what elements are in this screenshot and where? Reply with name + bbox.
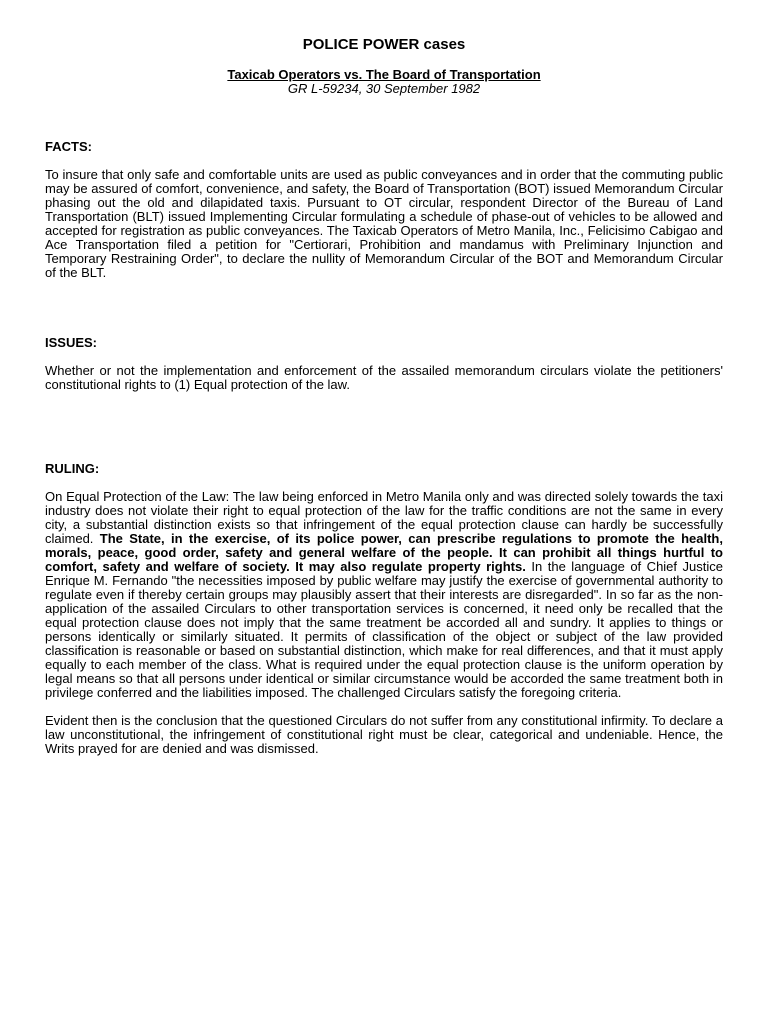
ruling-section <box>45 462 723 756</box>
issues-heading: ISSUES: <box>45 335 98 350</box>
document-title: POLICE POWER cases <box>302 36 466 53</box>
ruling-heading: RULING: <box>45 461 100 476</box>
ruling-paragraph-2: Evident then is the conclusion that the questioned Circulars do not suffer from any constitutional infirmity. To declare a law unconstitutional, the infringement of constitutional right must be clear, categorical and undeniable. Hence, the Writs prayed for are denied and was dismissed. <box>45 713 723 756</box>
ruling-text-intro: On Equal Protection of the Law: The law being enforced in Metro Manila only and was directed solely towards the taxi industry does not violate their right to equal protection of the law for the traffic conditions are not the same in every city, a substantial distinction exists so that infringement of the equal protection clause can hardly be successfully claimed. <box>45 489 723 546</box>
ruling-paragraph-1 <box>45 490 723 700</box>
ruling-text-continuation: In the language of Chief Justice Enrique M. Fernando "the necessities imposed by public welfare may justify the exercise of governmental authority to regulate even if thereby certain groups may plausibly assert that their interests are disregarded". In so far as the non-application of the assailed Circulars to other transportation services is concerned, it need only be recalled that the equal protection clause does not imply that the same treatment be accorded all and sundry. It applies to things or persons identically or similarly situated. It permits of classification of the object or subject of the law provided classification is reasonable or based on substantial distinction, which make for real differences, and that it must apply equally to each member of the class. What is required under the equal protection clause is the uniform operation by legal means so that all persons under identical or similar circumstance would be accorded the same treatment both in privilege conferred and the liabilities imposed. The challenged Circulars satisfy the foregoing criteria. <box>45 559 723 700</box>
ruling-text-emphasis: The State, in the exercise, of its police power, can prescribe regulations to promote the health, morals, peace, good order, safety and general welfare of the people. It can prohibit all things hurtful to comfort, safety and welfare of society. It may also regulate property rights. <box>45 531 723 574</box>
facts-section <box>45 140 723 280</box>
facts-paragraph: To insure that only safe and comfortable units are used as public conveyances and in order that the commuting public may be assured of comfort, convenience, and safety, the Board of Transportation (BOT) issued Memorandum Circular phasing out the old and dilapidated taxis. Pursuant to OT circular, respondent Director of the Bureau of Land Transportation (BLT) issued Implementing Circular formulating a schedule of phase-out of vehicles to be allowed and accepted for registration as public conveyances. The Taxicab Operators of Metro Manila, Inc., Felicisimo Cabigao and Ace Transportation filed a petition for "Certiorari, Prohibition and mandamus with Preliminary Injunction and Temporary Restraining Order", to declare the nullity of Memorandum Circular of the BOT and Memorandum Circular of the BLT. <box>45 167 723 280</box>
case-citation: GR L-59234, 30 September 1982 <box>287 81 481 96</box>
facts-heading: FACTS: <box>45 139 92 154</box>
document-page <box>45 36 723 756</box>
case-name: Taxicab Operators vs. The Board of Transportation <box>227 67 541 82</box>
issues-paragraph: Whether or not the implementation and enforcement of the assailed memorandum circulars violate the petitioners' constitutional rights to (1) Equal protection of the law. <box>45 363 723 392</box>
issues-section <box>45 336 723 392</box>
